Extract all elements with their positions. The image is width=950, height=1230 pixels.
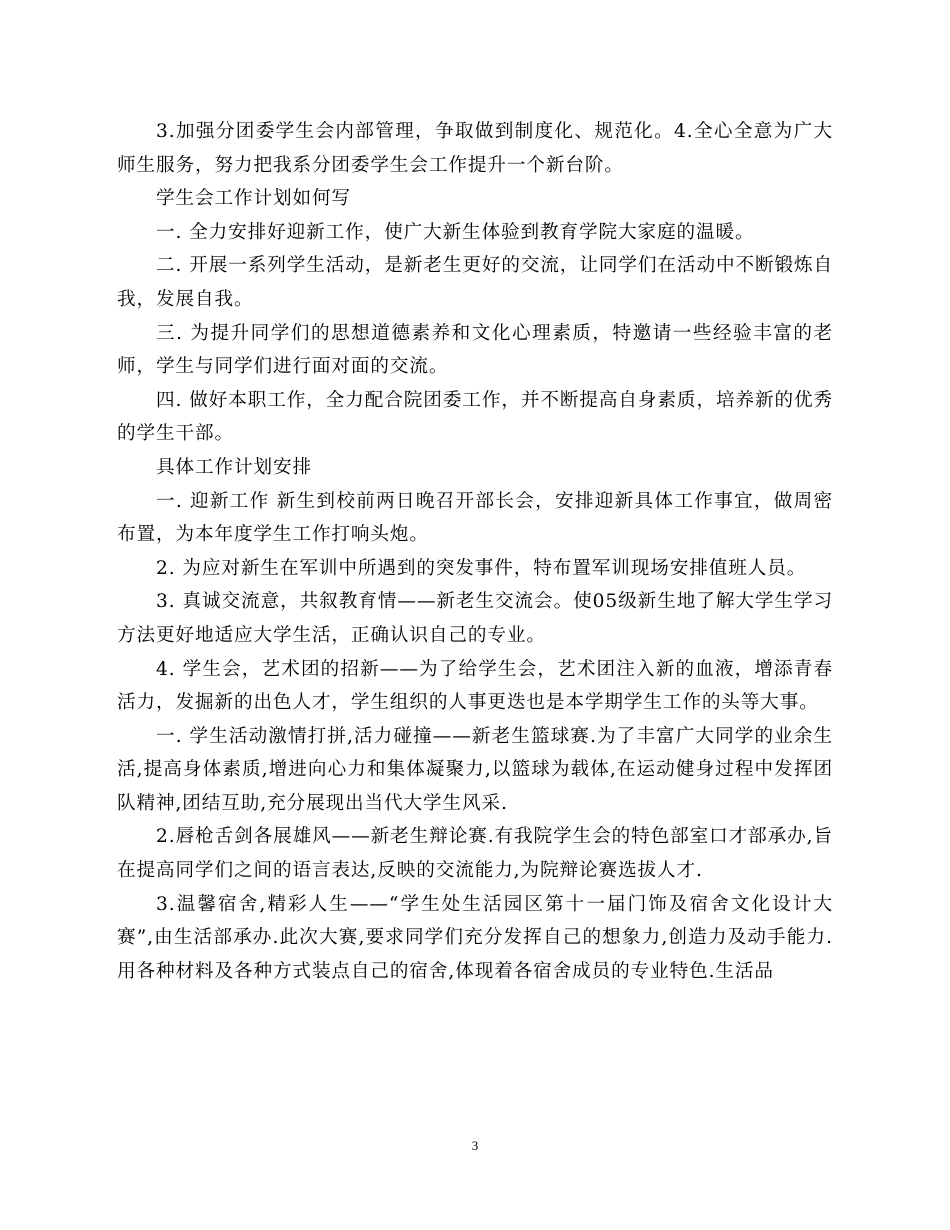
section-heading: 学生会工作计划如何写 [156, 188, 351, 210]
page-number: 3 [471, 1138, 479, 1153]
paragraph: 2. 为应对新生在军训中所遇到的突发事件，特布置军训现场安排值班人员。 [156, 557, 807, 579]
paragraph: 3.加强分团委学生会内部管理，争取做到制度化、规范化。4.全心全意为广大师生服务，努力把我系分团委学生会工作提升一个新台阶。 [117, 121, 833, 176]
paragraph: 四. 做好本职工作，全力配合院团委工作，并不断提高自身素质，培养新的优秀的学生干部。 [117, 389, 833, 445]
document-body [117, 115, 833, 988]
paragraph: 一. 迎新工作 新生到校前两日晚召开部长会，安排迎新具体工作事宜，做周密布置，为本年度学生工作打响头炮。 [117, 490, 833, 546]
section-heading: 具体工作计划安排 [156, 456, 312, 478]
paragraph: 二. 开展一系列学生活动，是新老生更好的交流，让同学们在活动中不断锻炼自我，发展自我。 [117, 255, 833, 310]
paragraph: 2.唇枪舌剑各展雄风——新老生辩论赛.有我院学生会的特色部室口才部承办,旨在提高同学们之间的语言表达,反映的交流能力,为院辩论赛选拔人才. [117, 826, 833, 882]
paragraph: 3. 真诚交流意，共叙教育情——新老生交流会。使05级新生地了解大学生学习方法更好地适应大学生活，正确认识自己的专业。 [117, 591, 833, 646]
paragraph: 一. 全力安排好迎新工作，使广大新生体验到教育学院大家庭的温暖。 [156, 221, 755, 243]
paragraph: 三. 为提升同学们的思想道德素养和文化心理素质，特邀请一些经验丰富的老师，学生与同学们进行面对面的交流。 [117, 322, 833, 378]
paragraph: 一. 学生活动激情打拼,活力碰撞——新老生篮球赛.为了丰富广大同学的业余生活,提高身体素质,增进向心力和集体凝聚力,以篮球为载体,在运动健身过程中发挥团队精神,团结互助,充分展现出当代大学生风采. [117, 725, 833, 814]
paragraph: 3.温馨宿舍,精彩人生——“学生处生活园区第十一届门饰及宿舍文化设计大赛”,由生活部承办.此次大赛,要求同学们充分发挥自己的想象力,创造力及动手能力.用各种材料及各种方式装点自己的宿舍,体现着各宿舍成员的专业特色.生活品 [117, 893, 833, 982]
paragraph: 4. 学生会，艺术团的招新——为了给学生会，艺术团注入新的血液，增添青春活力，发掘新的出色人才，学生组织的人事更迭也是本学期学生工作的头等大事。 [117, 658, 833, 714]
